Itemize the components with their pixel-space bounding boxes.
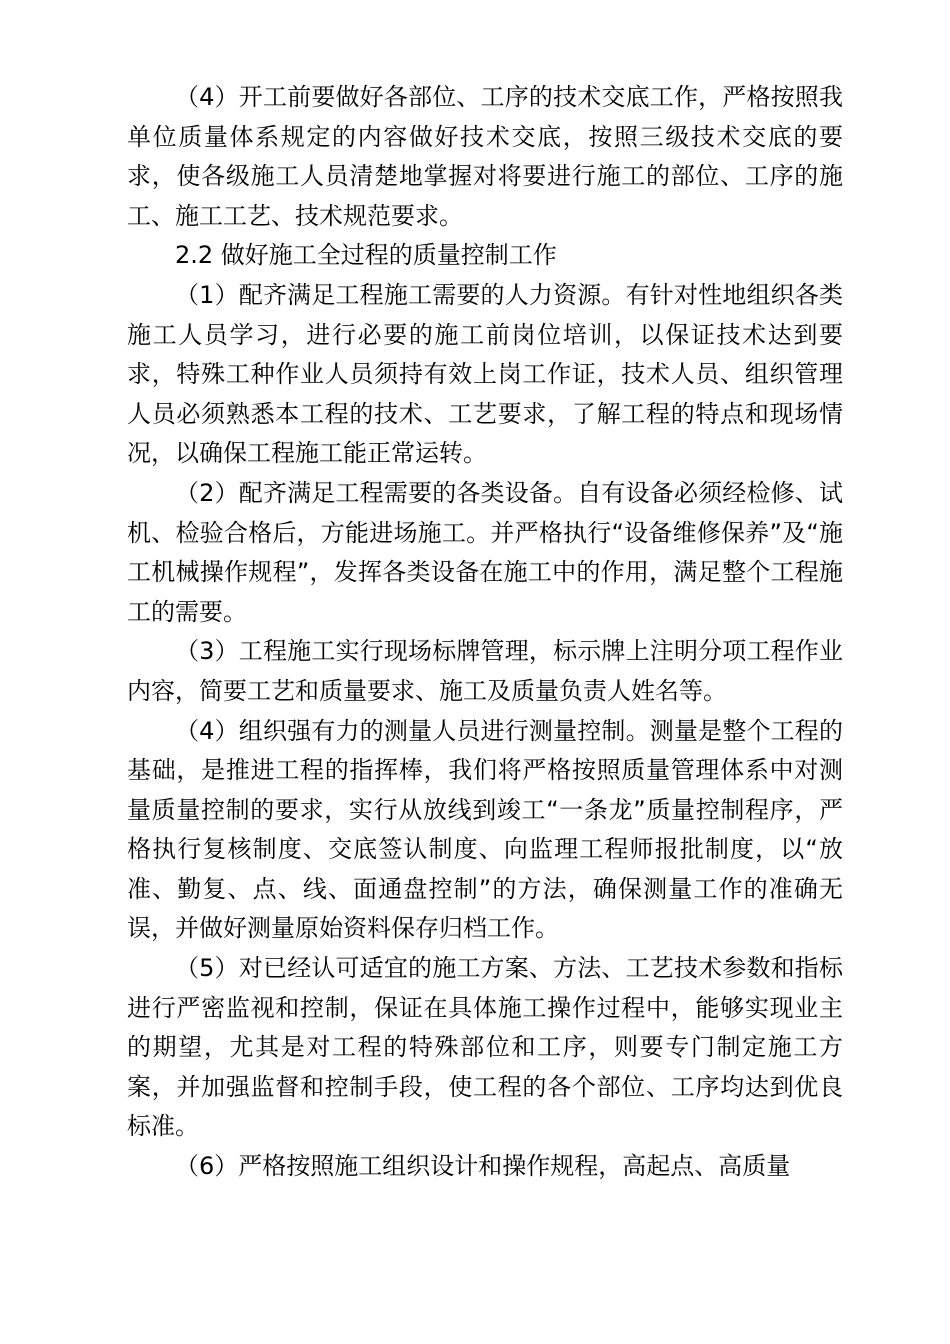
paragraph-site-signage: （3）工程施工实行现场标牌管理，标示牌上注明分项工程作业内容，简要工艺和质量要求、施工及质量负责人姓名等。: [127, 637, 843, 705]
paragraph-equipment: （2）配齐满足工程需要的各类设备。自有设备必须经检修、试机、检验合格后，方能进场施工。并严格执行“设备维修保养”及“施工机械操作规程”，发挥各类设备在施工中的作用，满足整个工程施工的需要。: [127, 478, 843, 626]
document-page: [127, 78, 843, 1187]
paragraph-survey-control: （4）组织强有力的测量人员进行测量控制。测量是整个工程的基础，是推进工程的指挥棒，我们将严格按照质量管理体系中对测量质量控制的要求，实行从放线到竣工“一条龙”质量控制程序，严格执行复核制度、交底签认制度、向监理工程师报批制度，以“放准、勤复、点、线、面通盘控制”的方法，确保测量工作的准确无误，并做好测量原始资料保存归档工作。: [127, 716, 843, 943]
paragraph-human-resources: （1）配齐满足工程施工需要的人力资源。有针对性地组织各类施工人员学习，进行必要的施工前岗位培训，以保证技术达到要求，特殊工种作业人员须持有效上岗工作证，技术人员、组织管理人员必须熟悉本工程的技术、工艺要求，了解工程的特点和现场情况，以确保工程施工能正常运转。: [127, 280, 843, 468]
paragraph-operating-procedures: （6）严格按照施工组织设计和操作规程，高起点、高质量: [175, 1152, 791, 1181]
paragraph-technical-briefing: （4）开工前要做好各部位、工序的技术交底工作，严格按照我单位质量体系规定的内容做好技术交底，按照三级技术交底的要求，使各级施工人员清楚地掌握对将要进行施工的部位、工序的施工、施工工艺、技术规范要求。: [127, 83, 843, 230]
section-heading-2-2: 2.2 做好施工全过程的质量控制工作: [175, 241, 557, 270]
paragraph-construction-plan-monitoring: （5）对已经认可适宜的施工方案、方法、工艺技术参数和指标进行严密监视和控制，保证在具体施工操作过程中，能够实现业主的期望，尤其是对工程的特殊部位和工序，则要专门制定施工方案，并加强监督和控制手段，使工程的各个部位、工序均达到优良标准。: [127, 954, 843, 1141]
